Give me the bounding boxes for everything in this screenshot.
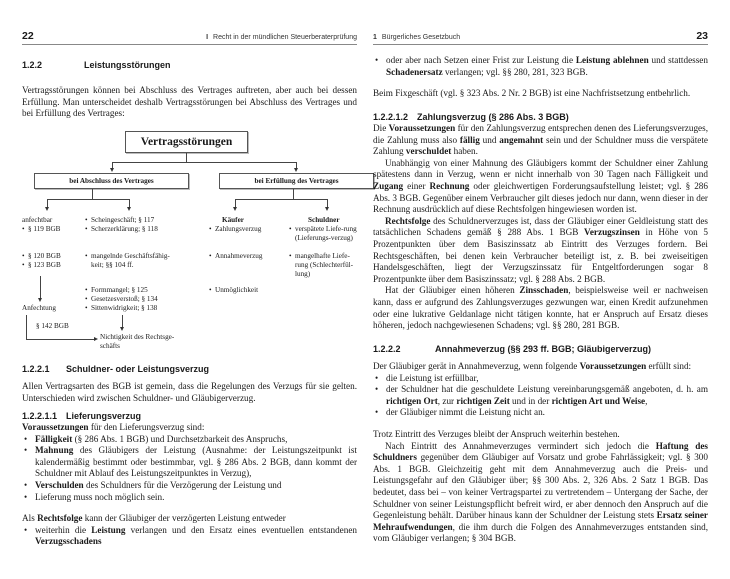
running-title — [206, 34, 357, 41]
page-number: 22 — [22, 30, 34, 42]
nichtig-list-2 — [85, 252, 170, 270]
list-item: • § 123 BGB — [22, 261, 61, 270]
section-title: Leistungsstörungen — [84, 60, 171, 70]
section-heading-1-2-2 — [22, 60, 171, 70]
nichtig-list-3 — [85, 286, 158, 314]
anfechtbar-list-2 — [22, 252, 61, 270]
list-item: • Fälligkeit (§ 286 Abs. 1 BGB) und Durchsetzbarkeit des Anspruchs, — [22, 434, 357, 446]
list-item: • Scherzerklärung; § 118 — [85, 225, 158, 234]
verzug-intro: Allen Vertragsarten des BGB ist gemein, dass die Regelungen des Verzugs für sie gelten. Unterschieden wird zwischen Schuldner- und Gläubigerverzug. — [22, 381, 357, 403]
annahmeverzug-body: Der Gläubiger gerät in Annahmeverzug, wenn folgende Voraussetzungen erfüllt sind: • die Leistung ist erfüllbar, • der Schuldner hat die geschuldete Leistung vereinbarungsgemäß angeboten, d. h. am richtigen Ort, zur richtigen Zeit und in der richtigen Art und Weise, • der Gläubiger nimmt die Leistung nicht an. Trotz Eintritt des Verzuges bleibt der Anspruch weiterhin bestehen. Nach Eintritt des Annahmeverzuges vermindert sich jedoch die Haftung des Schuldners gegenüber dem Gläubiger auf Vorsatz und grobe Fahrlässigkeit; vgl. § 300 Abs. 1 BGB. Gleichzeitig geht mit dem Annahmeverzug auch die Preis- und Leistungsgefahr auf den Gläubiger über; §§ 300 Abs. 2, 326 Abs. 2 Satz 1 BGB. Das bedeutet, dass bei – von keiner Vertragspartei zu vertretendem – Untergang der Sache, der Schuldner von seiner Leistungspflicht befreit wird, er aber dennoch den Anspruch auf die Gegenleistung behält. Darüber hinaus kann der Schuldner der Leistung stets Ersatz seiner Mehraufwendungen, die ihm durch die Folgen des Annahmeverzuges entstanden sind, vom Gläubiger verlangen; § 304 BGB. — [373, 361, 708, 545]
intro-text: Vertragsstörungen können bei Abschluss des Vertrages auftreten, aber auch bei dessen Erfüllung. Man unterscheidet deshalb Vertragsstörungen bei Abschluss des Vertrages und bei Erfüllung des Vertrages: — [22, 85, 357, 119]
list-item: • § 120 BGB — [22, 252, 61, 261]
nichtigkeit-label: Nichtigkeit des Rechtsge-schäfts — [100, 333, 175, 351]
list-item: • mangelnde Geschäftsfähig-keit; §§ 104 ff. — [85, 252, 170, 270]
section-heading-1-2-2-2: 1.2.2.2 Annahmeverzug (§§ 293 ff. BGB; Gläubigerverzug) — [373, 344, 652, 354]
right-page — [365, 0, 730, 579]
voraussetzungen-list — [22, 434, 357, 504]
list-item: • die Leistung ist erfüllbar, — [373, 373, 708, 385]
kaeufer-label: Käufer — [222, 216, 244, 224]
list-item: • Sittenwidrigkeit; § 138 — [85, 304, 158, 313]
lieferungsverzug-body: Voraussetzungen für den Lieferungsverzug sind: • Fälligkeit (§ 286 Abs. 1 BGB) und Durchsetzbarkeit des Anspruchs, • Mahnung des Gläubigers der Leistung (Ausnahme: der Leistungszeitpunkt ist kalendermäßig bestimmt oder bestimmbar, vgl. § 286 Abs. 2 BGB, dann kommt der Schuldner mit Ablauf des Leistungszeitpunktes in Verzug), • Verschulden des Schuldners für die Verzögerung der Leistung und • Lieferung muss noch möglich sein. Als Rechtsfolge kann der Gläubiger der verzögerten Leistung entweder • weiterhin die Leistung verlangen und den Ersatz eines eventuellen entstandenen Verzugsschadens — [22, 422, 357, 548]
schuldner-label: Schuldner — [308, 216, 340, 224]
anfechtung-ref: § 142 BGB — [36, 322, 69, 330]
branch-erfuellung-box: bei Erfüllung des Vertrages — [219, 173, 374, 189]
right-body-top — [373, 55, 708, 100]
schuldner-item-1: • verspätete Liefe-rung (Lieferungs-verzug) — [289, 225, 357, 243]
list-item: • der Schuldner hat die geschuldete Leistung vereinbarungsgemäß angeboten, d. h. am richtigen Ort, zur richtigen Zeit und in der richtigen Art und Weise, — [373, 384, 708, 407]
list-item: • der Gläubiger nimmt die Leistung nicht an. — [373, 407, 708, 419]
schuldner-item-2: • mangelhafte Liefe-rung (Schlechterfül-lung) — [289, 252, 357, 280]
branch-abschluss-box: bei Abschluss des Vertrages — [34, 173, 189, 189]
rechtsfolge-lead: Als Rechtsfolge kann der Gläubiger der verzögerten Leistung entweder — [22, 513, 286, 524]
list-item: • § 119 BGB — [22, 225, 60, 234]
list-item: • weiterhin die Leistung verlangen und den Ersatz eines eventuellen entstandenen Verzugsschadens — [22, 525, 357, 548]
chapter-title: Recht in der mündlichen Steuerberaterprüfung — [213, 34, 357, 41]
section-heading-1-2-2-1-2: 1.2.2.1.2 Zahlungsverzug (§ 286 Abs. 3 BGB) — [373, 112, 569, 122]
anfechtbar-label: anfechtbar — [22, 216, 53, 224]
kaeufer-item-3: • Unmöglichkeit — [209, 286, 258, 295]
root-box: Vertragsstörungen — [125, 131, 248, 153]
vertragsstoerungen-diagram — [22, 128, 357, 351]
list-item: • Gesetzesverstoß; § 134 — [85, 295, 158, 304]
running-header-right — [373, 31, 708, 45]
running-header-left — [22, 31, 357, 45]
zahlungsverzug-body: Die Voraussetzungen für den Zahlungsverzug entsprechen denen des Lieferungsverzuges, die Zahlung muss also fällig und angemahnt sein und der Schuldner muss die verspätete Zahlung verschuldet haben. Unabhängig von einer Mahnung des Gläubigers kommt der Schuldner einer Zahlung spätestens dann in Verzug, wenn er nicht innerhalb von 30 Tagen nach Fälligkeit und Zugang einer Rechnung oder gleichwertigen Forderungsaufstellung leistet; vgl. § 286 Abs. 3 BGB. Gegenüber einem Verbraucher gilt dieses jedoch nur dann, wenn dieser in der Rechnung ausdrücklich auf diese Rechtsfolgen hingewiesen worden ist. Rechtsfolge des Schuldnerverzuges ist, dass der Gläubiger einer Geldleistung statt des tatsächlichen Schadens gemäß § 288 Abs. 1 BGB Verzugszinsen in Höhe von 5 Prozentpunkten über dem Basiszinssatz ab Eintritt des Verzuges fordern. Bei Rechtsgeschäften, bei denen kein Verbraucher beteiligt ist, z. B. bei zweiseitigen Handelsgeschäften, liegt der Verzugszinssatz für Entgeltforderungen sogar 8 Prozentpunkte über dem Basiszinssatz; vgl. § 288 Abs. 2 BGB. Hat der Gläubiger einen höheren Zinsschaden, beispielsweise weil er nachweisen kann, dass er aufgrund des Zahlungsverzuges gezwungen war, einen Kredit aufzunehmen oder eine lukrative Geldanlage nicht tätigen konnte, hat er Anspruch auf Ersatz dieses höheren, jedoch nachgewiesenen Schadens; vgl. §§ 280, 281 BGB. — [373, 123, 709, 331]
chapter-number: I — [206, 34, 209, 41]
list-item: • Mahnung des Gläubigers der Leistung (Ausnahme: der Leistungszeitpunkt ist kalendermäßig bestimmt oder bestimmbar, vgl. § 286 Abs. 2 BGB, dann kommt der Schuldner mit Ablauf des Leistungszeitpunktes in Verzug), — [22, 445, 357, 480]
list-item: • Formmangel; § 125 — [85, 286, 158, 295]
nichtig-list-1 — [85, 216, 158, 234]
fixgeschaeft-text: Beim Fixgeschäft (vgl. § 323 Abs. 2 Nr. 2 BGB) ist eine Nachfristsetzung entbehrlich. — [373, 88, 691, 99]
anfechtung-label: Anfechtung — [22, 304, 56, 312]
intro-paragraph — [22, 85, 357, 120]
kaeufer-item-2: • Annahmeverzug — [209, 252, 263, 261]
section-heading-1-2-2-1-1: 1.2.2.1.1 Lieferungsverzug — [22, 411, 142, 421]
list-item: • Lieferung muss noch möglich sein. — [22, 492, 357, 504]
anfechtbar-list-1 — [22, 225, 60, 234]
section-number: 1.2.2 — [22, 60, 43, 70]
list-item: • Scheingeschäft; § 117 — [85, 216, 158, 225]
list-item: • oder aber nach Setzen einer Frist zur Leistung die Leistung ablehnen und stattdessen Schadenersatz verlangen; vgl. §§ 280, 281, 323 BGB. — [373, 55, 708, 78]
list-item: • Verschulden des Schuldners für die Verzögerung der Leistung und — [22, 480, 357, 492]
kaeufer-item-1: • Zahlungsverzug — [209, 225, 261, 234]
running-title: 1 Bürgerliches Gesetzbuch — [373, 34, 461, 41]
page-number: 23 — [696, 30, 708, 42]
section-heading-1-2-2-1: 1.2.2.1 Schuldner- oder Leistungsverzug — [22, 364, 210, 374]
